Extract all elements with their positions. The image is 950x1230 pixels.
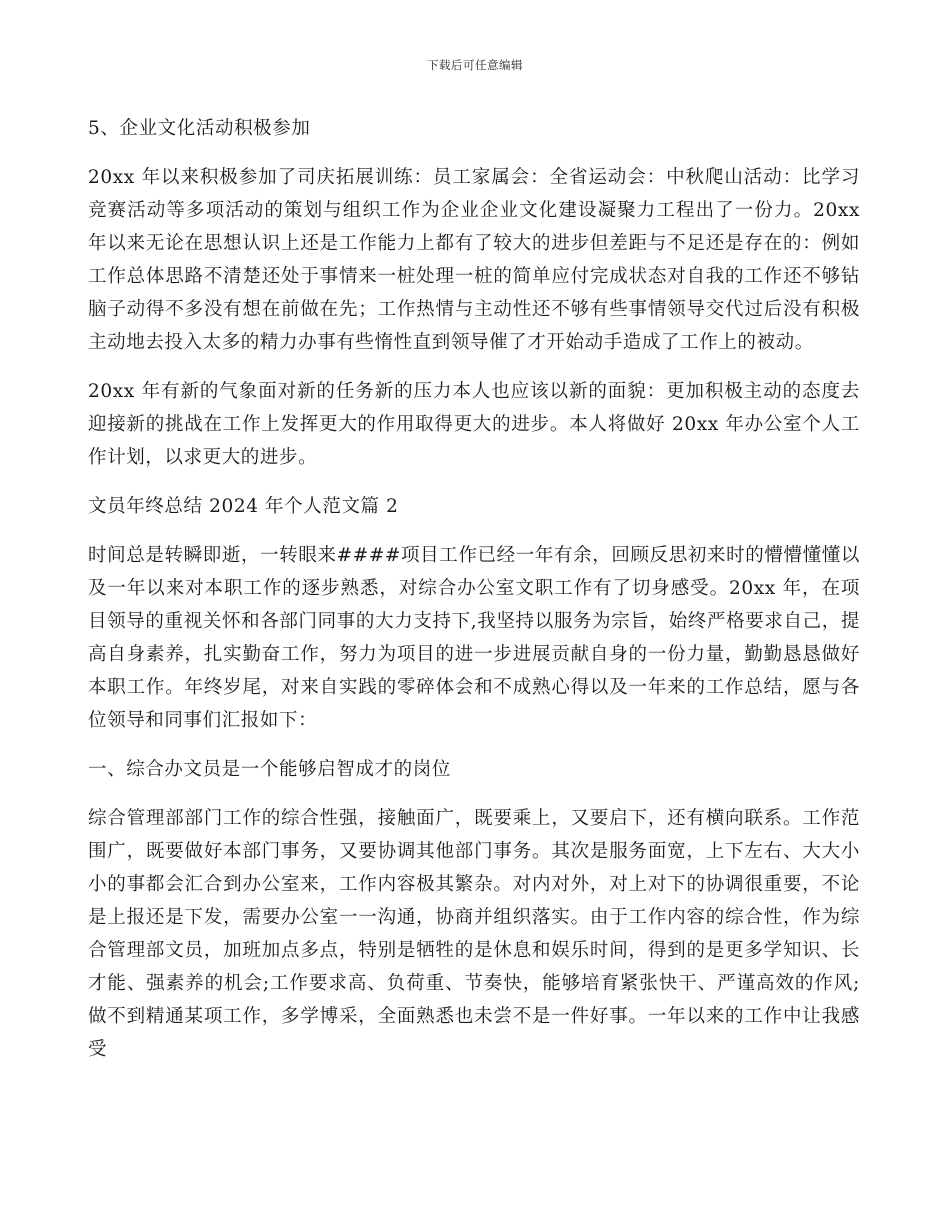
- document-body: [88, 112, 860, 1082]
- paragraph: 时间总是转瞬即逝，一转眼来####项目工作已经一年有余，回顾反思初来时的懵懵懂懂以及一年以来对本职工作的逐步熟悉，对综合办公室文职工作有了切身感受。20xx 年，在项目领导的重视关怀和各部门同事的大力支持下,我坚持以服务为宗旨，始终严格要求自己，提高自身素养，扎实勤奋工作，努力为项目的进一步进展贡献自身的一份力量，勤勤恳恳做好本职工作。年终岁尾，对来自实践的零碎体会和不成熟心得以及一年来的工作总结，愿与各位领导和同事们汇报如下：: [88, 545, 860, 731]
- paragraph: 20xx 年以来积极参加了司庆拓展训练：员工家属会：全省运动会：中秋爬山活动：比学习竞赛活动等多项活动的策划与组织工作为企业企业文化建设凝聚力工程出了一份力。20xx 年以来无论在思想认识上还是工作能力上都有了较大的进步但差距与不足还是存在的：例如工作总体思路不清楚还处于事情来一桩处理一桩的简单应付完成状态对自我的工作还不够钻脑子动得不多没有想在前做在先；工作热情与主动性还不够有些事情领导交代过后没有积极主动地去投入太多的精力办事有些惰性直到领导催了才开始动手造成了工作上的被动。: [88, 167, 860, 353]
- paragraph: 20xx 年有新的气象面对新的任务新的压力本人也应该以新的面貌：更加积极主动的态度去迎接新的挑战在工作上发挥更大的作用取得更大的进步。本人将做好 20xx 年办公室个人工作计划，以求更大的进步。: [88, 381, 860, 468]
- section-heading-role: 一、综合办文员是一个能够启智成才的岗位: [88, 759, 451, 780]
- section-heading-culture: 5、企业文化活动积极参加: [88, 118, 311, 139]
- paragraph: 综合管理部部门工作的综合性强，接触面广，既要乘上，又要启下，还有横向联系。工作范围广，既要做好本部门事务，又要协调其他部门事务。其次是服务面宽，上下左右、大大小小的事都会汇合到办公室来，工作内容极其繁杂。对内对外，对上对下的协调很重要，不论是上报还是下发，需要办公室一一沟通，协商并组织落实。由于工作内容的综合性，作为综合管理部文员，加班加点多点，特别是牺牲的是休息和娱乐时间，得到的是更多学知识、长才能、强素养的机会;工作要求高、负荷重、节奏快，能够培育紧张快干、严谨高效的作风;做不到精通某项工作，多学博采，全面熟悉也未尝不是一件好事。一年以来的工作中让我感受: [88, 808, 860, 1060]
- header-note: 下载后可任意编辑: [427, 58, 523, 72]
- article-title: 文员年终总结 2024 年个人范文篇 2: [88, 496, 399, 517]
